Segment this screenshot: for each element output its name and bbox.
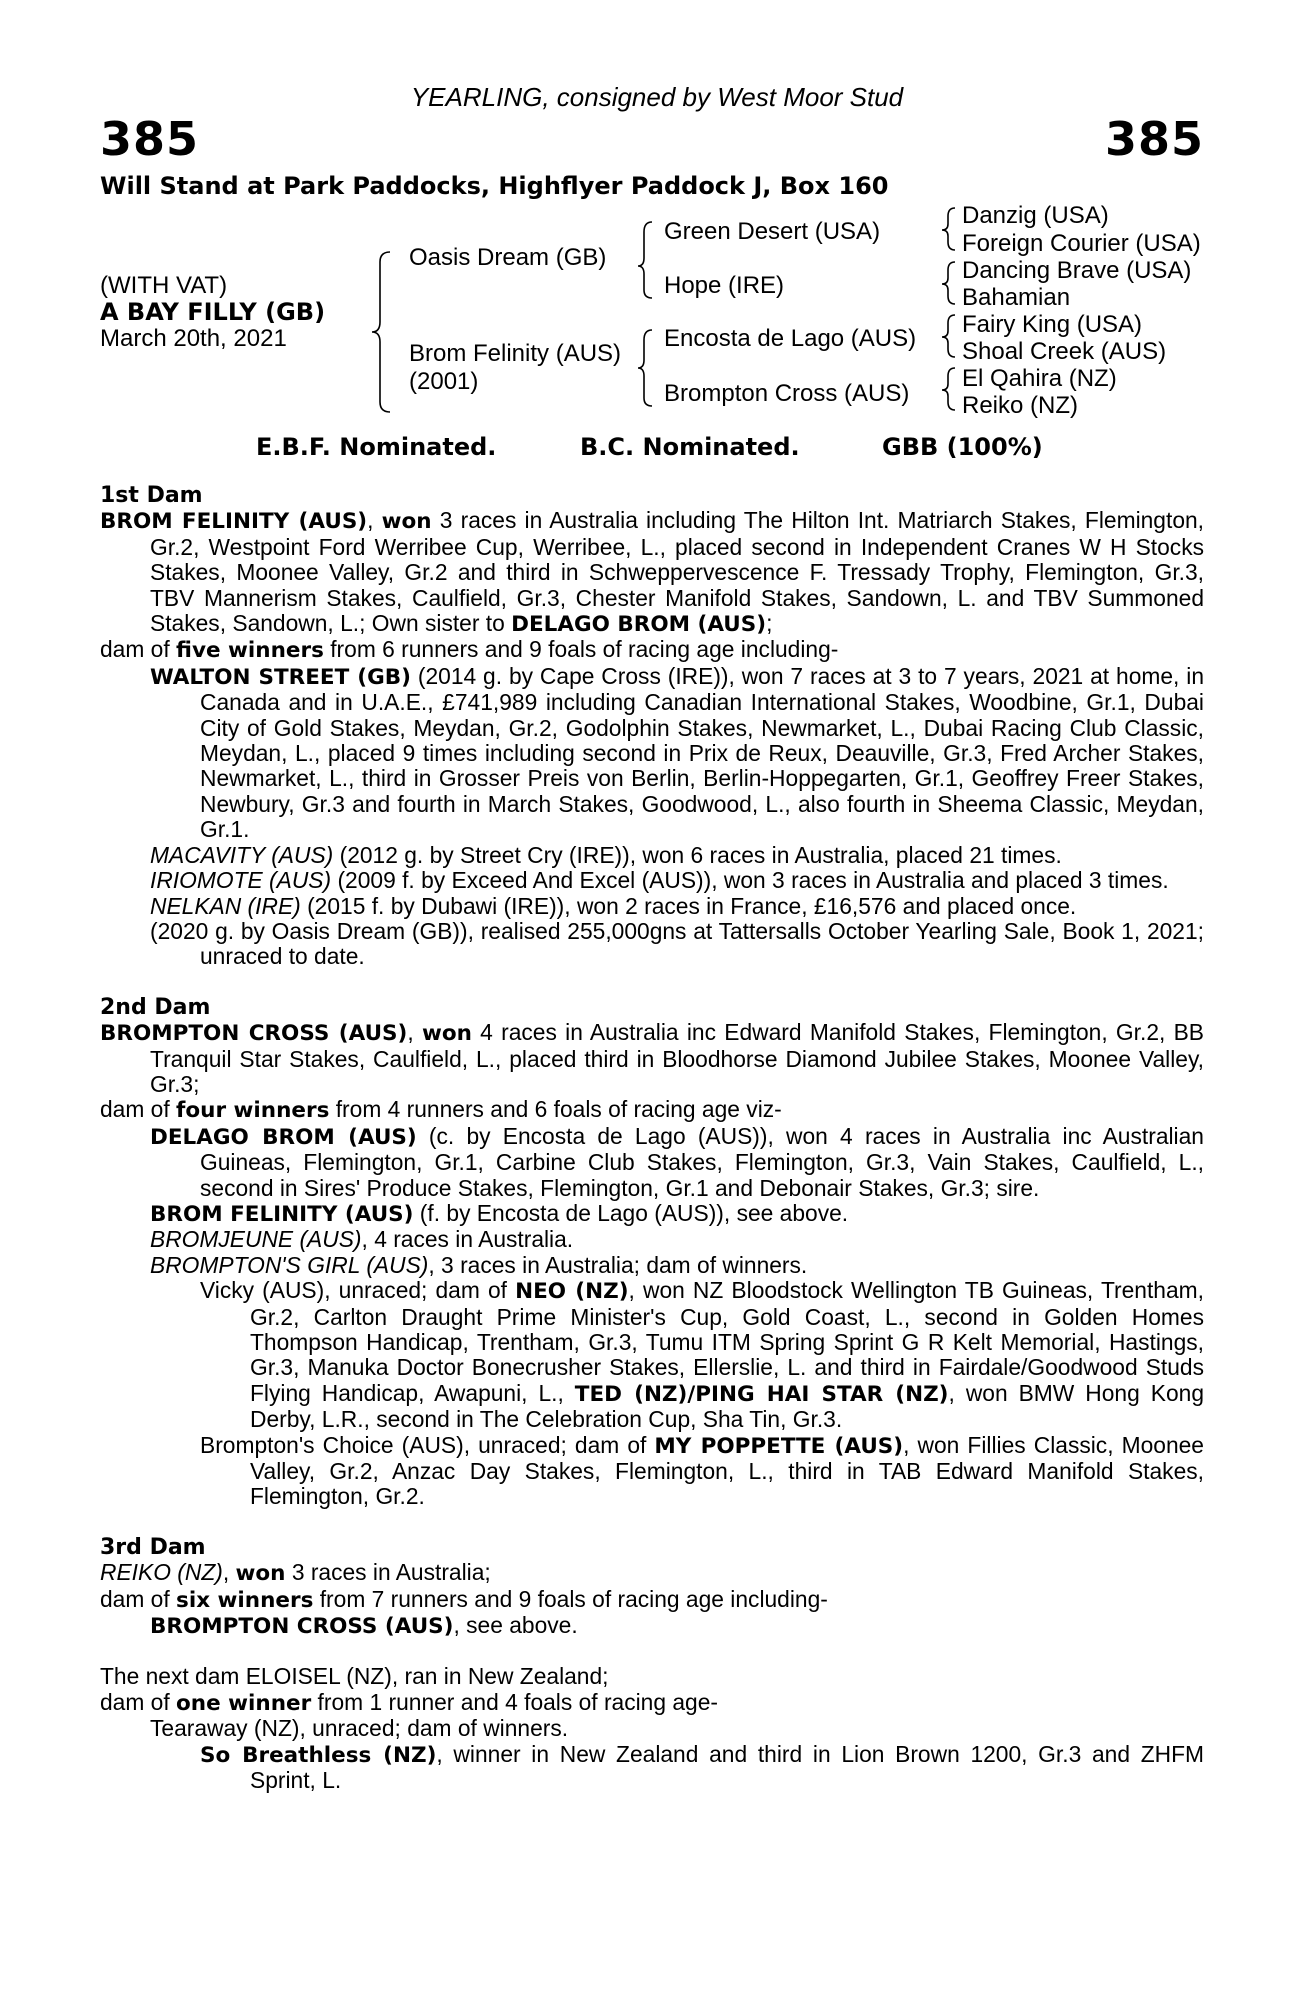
gg-sds: Dancing Brave (USA) [962,257,1192,284]
produce-brom-felinity: BROM FELINITY (AUS) (f. by Encosta de Lago (AUS)), see above. [150,1199,849,1227]
second-dam-heading: 2nd Dam [100,994,211,1020]
sire-sire: Green Desert (USA) [664,218,881,245]
grand-produce-so-breathless: So Breathless (NZ), winner in New Zealand and third in Lion Brown 1200, Gr.3 and ZHFM Sprint, L. [200,1740,1204,1794]
third-dam-produce-summary: dam of six winners from 7 runners and 9 foals of racing age including- [100,1585,828,1613]
ebf-nomination: E.B.F. Nominated. [256,433,497,461]
vat-note: (WITH VAT) [100,272,228,299]
own-sister: DELAGO BROM (AUS) [511,612,767,638]
third-dam-record: REIKO (NZ), won 3 races in Australia; [100,1559,491,1587]
sire-name: Oasis Dream (GB) [409,244,607,271]
gg-dds: El Qahira (NZ) [962,365,1117,392]
bracket-main [372,252,390,412]
gbb-rating: GBB (100%) [882,433,1043,461]
dam-sire: Encosta de Lago (AUS) [664,325,917,352]
gg-sdd: Bahamian [962,284,1071,311]
first-dam-record: BROM FELINITY (AUS), won 3 races in Australia including The Hilton Int. Matriarch Stakes, Flemington, Gr.2, Westpoint Ford Werribee Cup, Werribee, L., placed second in Independent Cranes W H Stocks Stakes, Moonee Valley, Gr.2 and third in Schweppervescence F. Tressady Trophy, Flemington, Gr.3, TBV Mannerism Stakes, Caulfield, Gr.3, Chester Manifold Stakes, Sandown, L. and TBV Summoned Stakes, Sandown, L.; Own sister to DELAGO BROM (AUS); [100,507,1205,638]
first-dam-produce-summary: dam of five winners from 6 runners and 9 foals of racing age including- [100,636,839,664]
gg-dsd: Shoal Creek (AUS) [962,338,1167,365]
next-dam-produce-summary: dam of one winner from 1 runner and 4 foals of racing age- [100,1688,718,1716]
next-dam-line: The next dam ELOISEL (NZ), ran in New Zealand; [100,1663,609,1690]
produce-tearaway: Tearaway (NZ), unraced; dam of winners. [150,1715,569,1742]
dam-dam: Brompton Cross (AUS) [664,380,910,407]
bracket-ds [942,315,955,357]
bracket-sire [638,222,652,298]
horse-name: A BAY FILLY (GB) [100,298,326,326]
consignment-text: YEARLING, consigned by West Moor Stud [410,82,904,112]
dam-year: (2001) [409,368,479,395]
first-dam-won: won [381,509,432,535]
produce-macavity: MACAVITY (AUS) (2012 g. by Street Cry (IRE)), won 6 races in Australia, placed 21 times. [150,841,1062,868]
stand-location: Will Stand at Park Paddocks, Highflyer Paddock J, Box 160 [100,172,889,200]
foaling-date: March 20th, 2021 [100,325,287,352]
third-dam-heading: 3rd Dam [100,1534,206,1560]
bracket-sd [942,262,955,304]
first-dam-name: BROM FELINITY (AUS) [100,509,368,535]
grand-produce-bromptons-choice: Brompton's Choice (AUS), unraced; dam of MY POPPETTE (AUS), won Fillies Classic, Moonee Valley, Gr.2, Anzac Day Stakes, Flemington, L., third in TAB Edward Manifold Stakes, Flemington, Gr.2. [200,1431,1204,1510]
bracket-dam [638,330,652,406]
produce-bromjeune: BROMJEUNE (AUS), 4 races in Australia. [150,1226,574,1253]
sire-dam: Hope (IRE) [664,272,785,299]
bracket-ss [942,208,955,250]
produce-walton-street: WALTON STREET (GB) (2014 g. by Cape Cross (IRE)), won 7 races at 3 to 7 years, 2021 at home, in Canada and in U.A.E., £741,989 including Canadian International Stakes, Woodbine, Gr.1, Dubai City of Gold Stakes, Meydan, Gr.2, Godolphin Stakes, Newmarket, L., Dubai Racing Club Classic, Meydan, L., placed 9 times including second in Prix de Reux, Deauville, Gr.3, Fred Archer Stakes, Newmarket, L., third in Grosser Preis von Berlin, Berlin-Hoppegarten, Gr.1, Geoffrey Freer Stakes, Newbury, Gr.3 and fourth in March Stakes, Goodwood, L., also fourth in Sheema Classic, Meydan, Gr.1. [150,662,1205,843]
bracket-dd [942,368,955,410]
dam-name: Brom Felinity (AUS) [409,340,622,367]
produce-brompton-cross: BROMPTON CROSS (AUS), see above. [150,1612,578,1640]
gg-sss: Danzig (USA) [962,202,1109,229]
lot-number-right: 385 [1104,112,1204,166]
lot-number-left: 385 [100,112,200,166]
second-dam-produce-summary: dam of four winners from 4 runners and 6 foals of racing age viz- [100,1096,782,1124]
produce-delago-brom: DELAGO BROM (AUS) (c. by Encosta de Lago (AUS)), won 4 races in Australia inc Australian Guineas, Flemington, Gr.1, Carbine Club Stakes, Flemington, Gr.3, Vain Stakes, Caulfield, L., second in Sires' Produce Stakes, Flemington, Gr.1 and Debonair Stakes, Gr.3; sire. [150,1122,1204,1201]
produce-bromptons-girl: BROMPTON'S GIRL (AUS), 3 races in Australia; dam of winners. [150,1251,808,1278]
produce-2020-colt: (2020 g. by Oasis Dream (GB)), realised 255,000gns at Tattersalls October Yearling Sale, Book 1, 2021; unraced to date. [150,917,1204,970]
grand-produce-vicky: Vicky (AUS), unraced; dam of NEO (NZ), won NZ Bloodstock Wellington TB Guineas, Trentham, Gr.2, Carlton Draught Prime Minister's Cup, Gold Coast, L., second in Golden Homes Thompson Handicap, Trentham, Gr.3, Tumu ITM Spring Sprint G R Kelt Memorial, Hastings, Gr.3, Manuka Doctor Bonecrusher Stakes, Ellerslie, L. and third in Fairdale/Goodwood Studs Flying Handicap, Awapuni, L., TED (NZ)/PING HAI STAR (NZ), won BMW Hong Kong Derby, L.R., second in The Celebration Cup, Sha Tin, Gr.3. [200,1277,1204,1433]
second-dam-record: BROMPTON CROSS (AUS), won 4 races in Australia inc Edward Manifold Stakes, Flemington, Gr.2, BB Tranquil Star Stakes, Caulfield, L., placed third in Bloodhorse Diamond Jubilee Stakes, Moonee Valley, Gr.3; [100,1019,1205,1097]
catalogue-body [100,483,1204,1794]
produce-nelkan: NELKAN (IRE) (2015 f. by Dubawi (IRE)), won 2 races in France, £16,576 and placed once. [150,892,1077,919]
gg-ssd: Foreign Courier (USA) [962,230,1201,257]
gg-ddd: Reiko (NZ) [962,392,1079,419]
produce-iriomote: IRIOMOTE (AUS) (2009 f. by Exceed And Excel (AUS)), won 3 races in Australia and placed 3 times. [150,867,1169,894]
gg-dss: Fairy King (USA) [962,311,1143,338]
first-dam-heading: 1st Dam [100,483,203,508]
bc-nomination: B.C. Nominated. [580,433,800,461]
